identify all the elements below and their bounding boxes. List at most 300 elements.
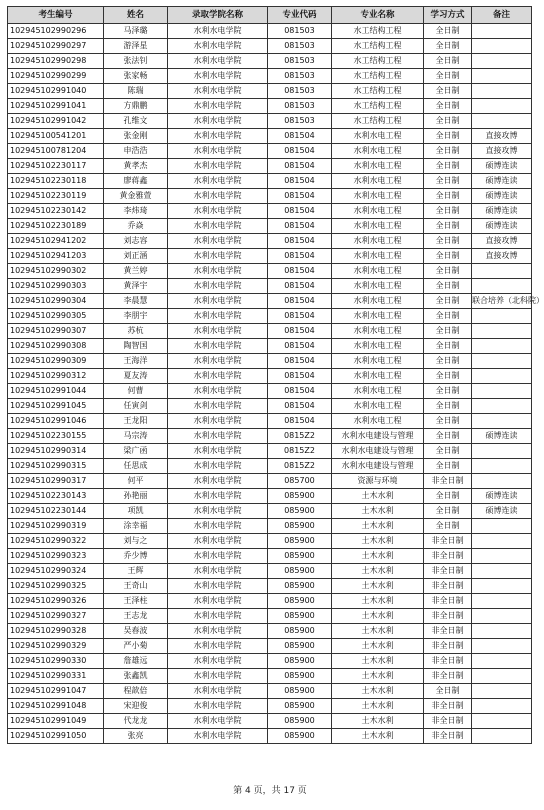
header-study-mode: 学习方式 <box>424 7 472 24</box>
study-mode-cell: 全日制 <box>424 309 472 324</box>
student-name-cell: 张金刚 <box>104 129 168 144</box>
remarks-cell: 硕博连读 <box>472 219 532 234</box>
student-name-cell: 陈瑞 <box>104 84 168 99</box>
header-remarks: 备注 <box>472 7 532 24</box>
study-mode-cell: 全日制 <box>424 189 472 204</box>
remarks-cell <box>472 654 532 669</box>
remarks-cell <box>472 24 532 39</box>
major-code-cell: 081504 <box>268 129 332 144</box>
study-mode-cell: 非全日制 <box>424 669 472 684</box>
major-name-cell: 水利水电工程 <box>332 234 424 249</box>
study-mode-cell: 全日制 <box>424 54 472 69</box>
major-name-cell: 土木水利 <box>332 564 424 579</box>
major-code-cell: 085900 <box>268 579 332 594</box>
exam-id-cell: 102945102230118 <box>8 174 104 189</box>
exam-id-cell: 102945102990317 <box>8 474 104 489</box>
major-code-cell: 085900 <box>268 684 332 699</box>
study-mode-cell: 非全日制 <box>424 624 472 639</box>
exam-id-cell: 102945102990323 <box>8 549 104 564</box>
major-code-cell: 081503 <box>268 24 332 39</box>
major-name-cell: 土木水利 <box>332 699 424 714</box>
college-cell: 水利水电学院 <box>168 429 268 444</box>
major-name-cell: 水利水电建设与管理 <box>332 429 424 444</box>
major-code-cell: 081504 <box>268 324 332 339</box>
major-name-cell: 水工结构工程 <box>332 99 424 114</box>
major-name-cell: 土木水利 <box>332 549 424 564</box>
table-header <box>8 7 532 24</box>
remarks-cell <box>472 729 532 744</box>
major-code-cell: 081504 <box>268 204 332 219</box>
exam-id-cell: 102945102230144 <box>8 504 104 519</box>
exam-id-cell: 102945102990296 <box>8 24 104 39</box>
table-row <box>8 249 532 264</box>
student-name-cell: 王奇山 <box>104 579 168 594</box>
major-code-cell: 081504 <box>268 159 332 174</box>
table-row <box>8 339 532 354</box>
exam-id-cell: 102945102990308 <box>8 339 104 354</box>
college-cell: 水利水电学院 <box>168 579 268 594</box>
major-code-cell: 081504 <box>268 414 332 429</box>
major-name-cell: 土木水利 <box>332 534 424 549</box>
college-cell: 水利水电学院 <box>168 189 268 204</box>
study-mode-cell: 全日制 <box>424 444 472 459</box>
major-name-cell: 土木水利 <box>332 684 424 699</box>
major-code-cell: 081503 <box>268 114 332 129</box>
major-name-cell: 水工结构工程 <box>332 114 424 129</box>
exam-id-cell: 102945102990331 <box>8 669 104 684</box>
major-code-cell: 081504 <box>268 309 332 324</box>
study-mode-cell: 全日制 <box>424 114 472 129</box>
remarks-cell <box>472 339 532 354</box>
exam-id-cell: 102945102991047 <box>8 684 104 699</box>
remarks-cell <box>472 369 532 384</box>
table-row <box>8 294 532 309</box>
major-name-cell: 土木水利 <box>332 624 424 639</box>
study-mode-cell: 非全日制 <box>424 579 472 594</box>
student-name-cell: 张法钊 <box>104 54 168 69</box>
table-row <box>8 204 532 219</box>
exam-id-cell: 102945102941202 <box>8 234 104 249</box>
major-code-cell: 085900 <box>268 564 332 579</box>
student-name-cell: 严小菊 <box>104 639 168 654</box>
major-name-cell: 水利水电工程 <box>332 324 424 339</box>
exam-id-cell: 102945102990312 <box>8 369 104 384</box>
major-name-cell: 水利水电工程 <box>332 189 424 204</box>
table-row <box>8 639 532 654</box>
exam-id-cell: 102945102230155 <box>8 429 104 444</box>
college-cell: 水利水电学院 <box>168 504 268 519</box>
major-code-cell: 081504 <box>268 264 332 279</box>
table-row <box>8 579 532 594</box>
major-code-cell: 085700 <box>268 474 332 489</box>
student-name-cell: 张家畅 <box>104 69 168 84</box>
student-name-cell: 梁广函 <box>104 444 168 459</box>
exam-id-cell: 102945102230142 <box>8 204 104 219</box>
table-row <box>8 324 532 339</box>
major-code-cell: 085900 <box>268 549 332 564</box>
table-row <box>8 459 532 474</box>
admission-table <box>7 6 544 744</box>
college-cell: 水利水电学院 <box>168 414 268 429</box>
college-cell: 水利水电学院 <box>168 399 268 414</box>
major-name-cell: 土木水利 <box>332 519 424 534</box>
table-row <box>8 309 532 324</box>
table-row <box>8 174 532 189</box>
major-code-cell: 085900 <box>268 654 332 669</box>
student-name-cell: 张鑫凯 <box>104 669 168 684</box>
major-code-cell: 081504 <box>268 384 332 399</box>
exam-id-cell: 102945102990315 <box>8 459 104 474</box>
exam-id-cell: 102945100541201 <box>8 129 104 144</box>
table-row <box>8 699 532 714</box>
college-cell: 水利水电学院 <box>168 69 268 84</box>
table-row <box>8 354 532 369</box>
study-mode-cell: 非全日制 <box>424 654 472 669</box>
major-code-cell: 081503 <box>268 54 332 69</box>
student-name-cell: 张亮 <box>104 729 168 744</box>
exam-id-cell: 102945102991048 <box>8 699 104 714</box>
exam-id-cell: 102945102990322 <box>8 534 104 549</box>
college-cell: 水利水电学院 <box>168 384 268 399</box>
exam-id-cell: 102945102991045 <box>8 399 104 414</box>
study-mode-cell: 全日制 <box>424 354 472 369</box>
exam-id-cell: 102945102941203 <box>8 249 104 264</box>
study-mode-cell: 全日制 <box>424 24 472 39</box>
major-code-cell: 085900 <box>268 489 332 504</box>
student-name-cell: 李朋宇 <box>104 309 168 324</box>
exam-id-cell: 102945102990327 <box>8 609 104 624</box>
table-row <box>8 504 532 519</box>
header-exam-id: 考生编号 <box>8 7 104 24</box>
study-mode-cell: 全日制 <box>424 249 472 264</box>
study-mode-cell: 全日制 <box>424 294 472 309</box>
major-name-cell: 水利水电工程 <box>332 159 424 174</box>
college-cell: 水利水电学院 <box>168 159 268 174</box>
remarks-cell <box>472 684 532 699</box>
remarks-cell: 硕博连读 <box>472 159 532 174</box>
table-row <box>8 489 532 504</box>
remarks-cell <box>472 264 532 279</box>
student-name-cell: 王海洋 <box>104 354 168 369</box>
study-mode-cell: 全日制 <box>424 39 472 54</box>
study-mode-cell: 全日制 <box>424 264 472 279</box>
major-code-cell: 081504 <box>268 189 332 204</box>
remarks-cell: 硕博连读 <box>472 204 532 219</box>
college-cell: 水利水电学院 <box>168 639 268 654</box>
header-name: 姓名 <box>104 7 168 24</box>
header-college: 录取学院名称 <box>168 7 268 24</box>
table-row <box>8 654 532 669</box>
study-mode-cell: 非全日制 <box>424 609 472 624</box>
exam-id-cell: 102945102991044 <box>8 384 104 399</box>
major-code-cell: 081504 <box>268 279 332 294</box>
major-code-cell: 081504 <box>268 234 332 249</box>
remarks-cell <box>472 549 532 564</box>
study-mode-cell: 非全日制 <box>424 474 472 489</box>
remarks-cell <box>472 579 532 594</box>
study-mode-cell: 全日制 <box>424 159 472 174</box>
major-name-cell: 水工结构工程 <box>332 69 424 84</box>
exam-id-cell: 102945102990326 <box>8 594 104 609</box>
table-row <box>8 684 532 699</box>
study-mode-cell: 全日制 <box>424 219 472 234</box>
student-name-cell: 任思成 <box>104 459 168 474</box>
student-name-cell: 马泽璐 <box>104 24 168 39</box>
remarks-cell <box>472 399 532 414</box>
exam-id-cell: 102945102990303 <box>8 279 104 294</box>
major-name-cell: 水利水电工程 <box>332 339 424 354</box>
student-name-cell: 程歆倍 <box>104 684 168 699</box>
college-cell: 水利水电学院 <box>168 249 268 264</box>
remarks-cell: 硕博连读 <box>472 189 532 204</box>
table-row <box>8 729 532 744</box>
table-row <box>8 84 532 99</box>
major-name-cell: 水利水电工程 <box>332 384 424 399</box>
major-code-cell: 0815Z2 <box>268 429 332 444</box>
table-row <box>8 159 532 174</box>
college-cell: 水利水电学院 <box>168 309 268 324</box>
exam-id-cell: 102945102990314 <box>8 444 104 459</box>
student-name-cell: 王龙阳 <box>104 414 168 429</box>
major-name-cell: 土木水利 <box>332 669 424 684</box>
college-cell: 水利水电学院 <box>168 624 268 639</box>
student-name-cell: 夏友涛 <box>104 369 168 384</box>
major-code-cell: 085900 <box>268 639 332 654</box>
remarks-cell: 联合培养（北科院） <box>472 294 532 309</box>
student-name-cell: 黄金雅萱 <box>104 189 168 204</box>
remarks-cell: 直接攻博 <box>472 129 532 144</box>
college-cell: 水利水电学院 <box>168 174 268 189</box>
study-mode-cell: 全日制 <box>424 204 472 219</box>
remarks-cell: 硕博连读 <box>472 489 532 504</box>
major-code-cell: 081504 <box>268 144 332 159</box>
college-cell: 水利水电学院 <box>168 714 268 729</box>
major-name-cell: 水工结构工程 <box>332 54 424 69</box>
remarks-cell <box>472 354 532 369</box>
college-cell: 水利水电学院 <box>168 219 268 234</box>
page-footer: 第 4 页，共 17 页 <box>233 786 307 796</box>
major-name-cell: 水利水电建设与管理 <box>332 459 424 474</box>
remarks-cell: 直接攻博 <box>472 249 532 264</box>
study-mode-cell: 非全日制 <box>424 564 472 579</box>
remarks-cell <box>472 474 532 489</box>
major-name-cell: 水利水电工程 <box>332 354 424 369</box>
table-row <box>8 54 532 69</box>
table-row <box>8 594 532 609</box>
major-code-cell: 081504 <box>268 354 332 369</box>
college-cell: 水利水电学院 <box>168 279 268 294</box>
major-name-cell: 水利水电工程 <box>332 174 424 189</box>
student-name-cell: 何曹 <box>104 384 168 399</box>
college-cell: 水利水电学院 <box>168 684 268 699</box>
table-row <box>8 234 532 249</box>
major-name-cell: 水利水电工程 <box>332 264 424 279</box>
exam-id-cell: 102945102990324 <box>8 564 104 579</box>
student-name-cell: 宋迎俊 <box>104 699 168 714</box>
major-name-cell: 土木水利 <box>332 609 424 624</box>
table-row <box>8 609 532 624</box>
table-row <box>8 369 532 384</box>
remarks-cell <box>472 534 532 549</box>
college-cell: 水利水电学院 <box>168 99 268 114</box>
major-name-cell: 土木水利 <box>332 639 424 654</box>
exam-id-cell: 102945100781204 <box>8 144 104 159</box>
major-code-cell: 081504 <box>268 369 332 384</box>
exam-id-cell: 102945102230189 <box>8 219 104 234</box>
major-name-cell: 水利水电工程 <box>332 129 424 144</box>
remarks-cell <box>472 39 532 54</box>
table-row <box>8 414 532 429</box>
study-mode-cell: 全日制 <box>424 69 472 84</box>
study-mode-cell: 非全日制 <box>424 714 472 729</box>
remarks-cell: 直接攻博 <box>472 234 532 249</box>
remarks-cell <box>472 699 532 714</box>
study-mode-cell: 全日制 <box>424 144 472 159</box>
major-code-cell: 085900 <box>268 534 332 549</box>
student-name-cell: 王志龙 <box>104 609 168 624</box>
major-name-cell: 水利水电工程 <box>332 414 424 429</box>
study-mode-cell: 全日制 <box>424 489 472 504</box>
header-major-name: 专业名称 <box>332 7 424 24</box>
remarks-cell <box>472 279 532 294</box>
student-name-cell: 陶智国 <box>104 339 168 354</box>
student-name-cell: 刘志容 <box>104 234 168 249</box>
college-cell: 水利水电学院 <box>168 699 268 714</box>
major-name-cell: 土木水利 <box>332 714 424 729</box>
table-row <box>8 39 532 54</box>
major-code-cell: 081503 <box>268 84 332 99</box>
college-cell: 水利水电学院 <box>168 534 268 549</box>
remarks-cell <box>472 594 532 609</box>
table-row <box>8 99 532 114</box>
college-cell: 水利水电学院 <box>168 474 268 489</box>
remarks-cell: 直接攻博 <box>472 144 532 159</box>
major-code-cell: 081504 <box>268 249 332 264</box>
major-code-cell: 081504 <box>268 339 332 354</box>
major-code-cell: 0815Z2 <box>268 459 332 474</box>
student-name-cell: 黄孝杰 <box>104 159 168 174</box>
major-name-cell: 水利水电工程 <box>332 399 424 414</box>
study-mode-cell: 非全日制 <box>424 594 472 609</box>
student-name-cell: 孙艳丽 <box>104 489 168 504</box>
remarks-cell <box>472 99 532 114</box>
study-mode-cell: 全日制 <box>424 429 472 444</box>
college-cell: 水利水电学院 <box>168 84 268 99</box>
table-row <box>8 669 532 684</box>
exam-id-cell: 102945102990302 <box>8 264 104 279</box>
student-name-cell: 王泽柱 <box>104 594 168 609</box>
study-mode-cell: 全日制 <box>424 684 472 699</box>
student-name-cell: 涂幸福 <box>104 519 168 534</box>
study-mode-cell: 全日制 <box>424 84 472 99</box>
exam-id-cell: 102945102230119 <box>8 189 104 204</box>
study-mode-cell: 全日制 <box>424 99 472 114</box>
major-name-cell: 土木水利 <box>332 654 424 669</box>
table-row <box>8 714 532 729</box>
table-row <box>8 549 532 564</box>
remarks-cell <box>472 384 532 399</box>
remarks-cell <box>472 114 532 129</box>
student-name-cell: 李晨慧 <box>104 294 168 309</box>
major-name-cell: 水工结构工程 <box>332 84 424 99</box>
study-mode-cell: 非全日制 <box>424 639 472 654</box>
college-cell: 水利水电学院 <box>168 459 268 474</box>
header-row <box>8 7 532 24</box>
student-name-cell: 詹雄远 <box>104 654 168 669</box>
major-name-cell: 水利水电工程 <box>332 249 424 264</box>
remarks-cell <box>472 714 532 729</box>
major-name-cell: 水工结构工程 <box>332 39 424 54</box>
major-name-cell: 土木水利 <box>332 504 424 519</box>
exam-id-cell: 102945102230117 <box>8 159 104 174</box>
student-name-cell: 乔少博 <box>104 549 168 564</box>
table-row <box>8 264 532 279</box>
exam-id-cell: 102945102991040 <box>8 84 104 99</box>
college-cell: 水利水电学院 <box>168 144 268 159</box>
study-mode-cell: 全日制 <box>424 399 472 414</box>
college-cell: 水利水电学院 <box>168 324 268 339</box>
major-name-cell: 土木水利 <box>332 729 424 744</box>
major-code-cell: 081503 <box>268 69 332 84</box>
study-mode-cell: 非全日制 <box>424 699 472 714</box>
college-cell: 水利水电学院 <box>168 294 268 309</box>
major-name-cell: 土木水利 <box>332 489 424 504</box>
remarks-cell <box>472 444 532 459</box>
study-mode-cell: 全日制 <box>424 459 472 474</box>
major-code-cell: 085900 <box>268 624 332 639</box>
table-row <box>8 69 532 84</box>
exam-id-cell: 102945102990328 <box>8 624 104 639</box>
exam-id-cell: 102945102990329 <box>8 639 104 654</box>
remarks-cell <box>472 324 532 339</box>
college-cell: 水利水电学院 <box>168 549 268 564</box>
study-mode-cell: 全日制 <box>424 324 472 339</box>
student-name-cell: 李炜琦 <box>104 204 168 219</box>
study-mode-cell: 全日制 <box>424 129 472 144</box>
major-code-cell: 081503 <box>268 99 332 114</box>
exam-id-cell: 102945102991046 <box>8 414 104 429</box>
major-name-cell: 水利水电建设与管理 <box>332 444 424 459</box>
college-cell: 水利水电学院 <box>168 354 268 369</box>
student-name-cell: 乔焱 <box>104 219 168 234</box>
remarks-cell <box>472 84 532 99</box>
college-cell: 水利水电学院 <box>168 54 268 69</box>
table-row <box>8 534 532 549</box>
table-row <box>8 279 532 294</box>
college-cell: 水利水电学院 <box>168 594 268 609</box>
college-cell: 水利水电学院 <box>168 669 268 684</box>
college-cell: 水利水电学院 <box>168 369 268 384</box>
table-row <box>8 384 532 399</box>
exam-id-cell: 102945102990299 <box>8 69 104 84</box>
college-cell: 水利水电学院 <box>168 204 268 219</box>
major-code-cell: 085900 <box>268 729 332 744</box>
student-name-cell: 吴春波 <box>104 624 168 639</box>
major-name-cell: 水工结构工程 <box>332 24 424 39</box>
remarks-cell <box>472 669 532 684</box>
major-name-cell: 土木水利 <box>332 579 424 594</box>
exam-id-cell: 102945102991049 <box>8 714 104 729</box>
student-name-cell: 游泽星 <box>104 39 168 54</box>
remarks-cell <box>472 639 532 654</box>
remarks-cell <box>472 459 532 474</box>
college-cell: 水利水电学院 <box>168 39 268 54</box>
major-code-cell: 085900 <box>268 504 332 519</box>
table-row <box>8 519 532 534</box>
major-code-cell: 085900 <box>268 699 332 714</box>
college-cell: 水利水电学院 <box>168 489 268 504</box>
exam-id-cell: 102945102990325 <box>8 579 104 594</box>
